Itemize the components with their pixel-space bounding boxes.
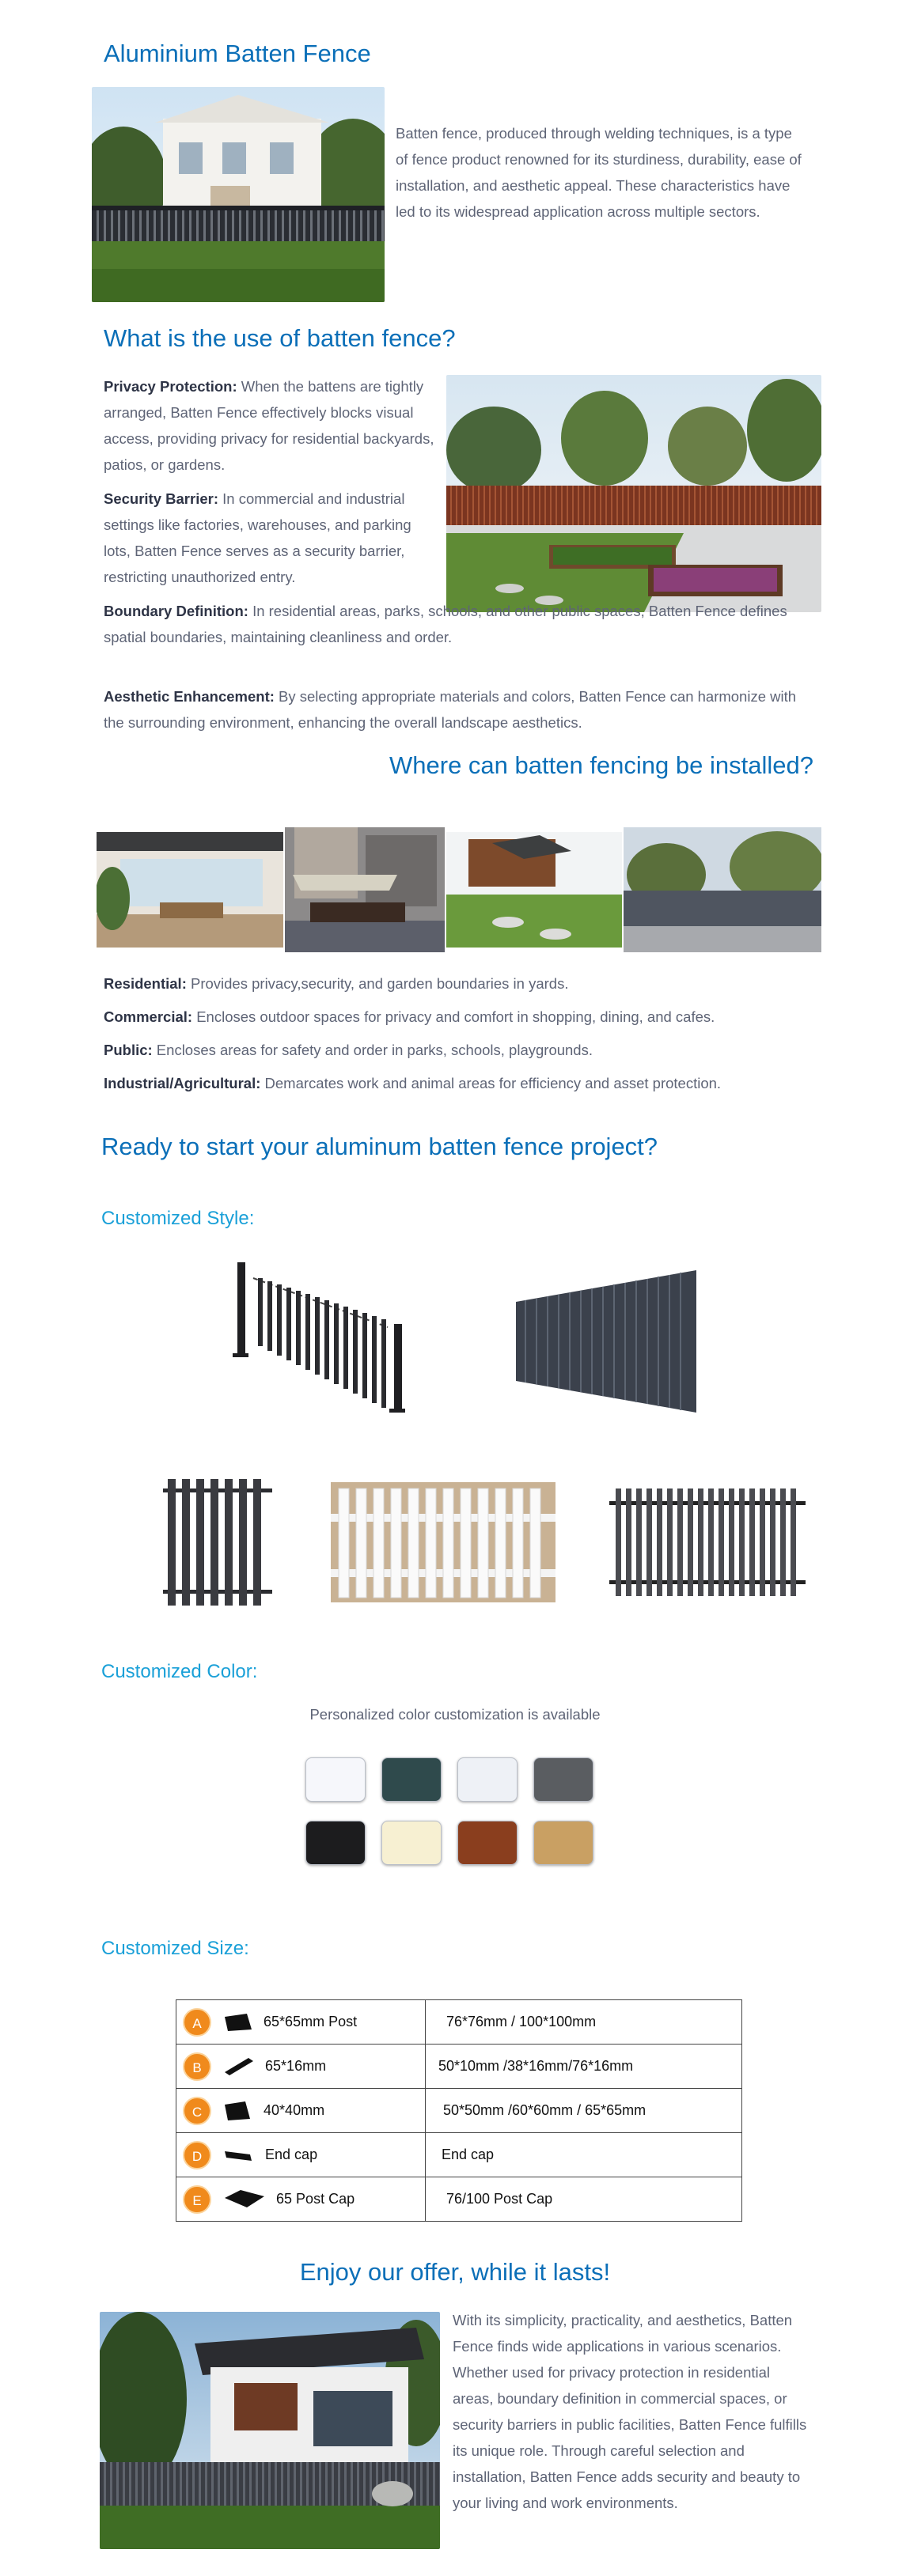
color-swatch-dark-green[interactable] — [381, 1757, 442, 1802]
install-public — [104, 1037, 840, 1063]
table-row — [176, 2177, 742, 2222]
table-row — [176, 2133, 742, 2177]
badge-a: A — [183, 2008, 211, 2037]
use-boundary-label: Boundary Definition: — [104, 603, 248, 619]
style-dark-panel — [609, 1487, 806, 1598]
table-cell-size — [426, 2000, 742, 2045]
table-row — [176, 2045, 742, 2089]
install-public-text: Encloses areas for safety and order in parks, schools, playgrounds. — [152, 1042, 593, 1058]
section-uses-title: What is the use of batten fence? — [104, 324, 456, 352]
install-industrial — [104, 1070, 840, 1096]
batten-profile-icon — [223, 2056, 255, 2077]
install-public-label: Public: — [104, 1042, 153, 1058]
item-batten: 65*16mm — [265, 2057, 327, 2074]
use-privacy-text: When the battens are tightly arranged, Batten Fence effectively blocks visual access, providing privacy for residential backyards, patios, or gardens. — [104, 378, 434, 473]
offer-title: Enjoy our offer, while it lasts! — [299, 2258, 611, 2286]
color-swatch-grey[interactable] — [533, 1757, 593, 1802]
badge-c: C — [183, 2097, 211, 2125]
item-post-cap: 65 Post Cap — [276, 2190, 355, 2207]
style-panel-perspective — [516, 1270, 698, 1413]
install-commercial-label: Commercial: — [104, 1008, 193, 1025]
table-cell-size — [426, 2045, 742, 2089]
use-aesthetic-text: By selecting appropriate materials and colors, Batten Fence can harmonize with the surrounding environment, enhancing the overall landscape aesthetics. — [104, 688, 797, 731]
table-cell-size — [426, 2177, 742, 2222]
use-boundary — [104, 598, 816, 650]
section-install-title: Where can batten fencing be installed? — [389, 751, 813, 779]
style-vertical-slats — [163, 1479, 272, 1606]
install-commercial — [104, 1004, 840, 1030]
badge-e: E — [183, 2185, 211, 2214]
use-security — [104, 486, 436, 590]
size-post-cap: 76/100 Post Cap — [446, 2191, 553, 2207]
color-swatch-wood-oak[interactable] — [533, 1821, 593, 1865]
color-note: Personalized color customization is available — [309, 1706, 601, 1723]
color-swatch-white[interactable] — [305, 1757, 366, 1802]
modern-house-photo — [100, 2312, 440, 2549]
color-swatch-light-grey[interactable] — [457, 1757, 518, 1802]
section-project-title: Ready to start your aluminum batten fence project? — [101, 1133, 658, 1160]
table-cell-size — [426, 2089, 742, 2133]
offer-paragraph: With its simplicity, practicality, and aesthetics, Batten Fence finds wide applications in various scenarios. Whether used for privacy protection in residential areas, boundary definition in commercial spaces, or security barriers in public facilities, Batten Fence fulfills its unique role. Through careful selection and installation, Batten Fence adds security and beauty to your living and work environments. — [453, 2312, 807, 2511]
villa-fence-photo — [92, 87, 385, 302]
install-photo-strip — [97, 827, 821, 952]
garden-fence-photo — [446, 375, 821, 612]
table-cell-item — [176, 2133, 426, 2177]
use-security-label: Security Barrier: — [104, 490, 218, 507]
size-post: 76*76mm / 100*100mm — [446, 2014, 597, 2029]
customized-size-heading: Customized Size: — [101, 1938, 249, 1959]
page-title: Aluminium Batten Fence — [104, 40, 371, 67]
table-row — [176, 2000, 742, 2045]
use-privacy — [104, 373, 436, 478]
post-profile-icon — [223, 2012, 253, 2033]
install-industrial-label: Industrial/Agricultural: — [104, 1075, 261, 1091]
customized-color-heading: Customized Color: — [101, 1661, 258, 1682]
intro-paragraph: Batten fence, produced through welding techniques, is a type of fence product renowned for its sturdiness, durability, ease of installation, and aesthetic appeal. These characteristics have led to its widespread application across multiple sectors. — [396, 125, 802, 220]
color-swatch-wood-red[interactable] — [457, 1821, 518, 1865]
size-batten: 50*10mm /38*16mm/76*16mm — [438, 2058, 634, 2074]
item-post: 65*65mm Post — [264, 2013, 358, 2029]
square-tube-icon — [223, 2100, 253, 2122]
use-aesthetic-label: Aesthetic Enhancement: — [104, 688, 275, 705]
table-cell-item — [176, 2000, 426, 2045]
install-residential-text: Provides privacy,security, and garden boundaries in yards. — [186, 975, 569, 992]
install-residential — [104, 970, 840, 997]
item-end-cap: End cap — [265, 2146, 318, 2162]
install-commercial-text: Encloses outdoor spaces for privacy and comfort in shopping, dining, and cafes. — [192, 1008, 715, 1025]
size-table — [176, 1999, 742, 2222]
table-row — [176, 2089, 742, 2133]
customized-style-heading: Customized Style: — [101, 1208, 255, 1229]
color-swatch-cream[interactable] — [381, 1821, 442, 1865]
table-cell-item — [176, 2045, 426, 2089]
style-white-picket — [331, 1482, 555, 1602]
style-panel-diagram — [229, 1262, 419, 1413]
badge-d: D — [183, 2141, 211, 2169]
use-boundary-text: In residential areas, parks, schools, and other public spaces, Batten Fence defines spatial boundaries, maintaining cleanliness and order. — [104, 603, 787, 645]
item-tube: 40*40mm — [264, 2101, 325, 2118]
table-cell-item — [176, 2089, 426, 2133]
badge-b: B — [183, 2052, 211, 2081]
use-aesthetic — [104, 683, 816, 736]
post-cap-icon — [223, 2188, 266, 2211]
use-privacy-label: Privacy Protection: — [104, 378, 237, 395]
size-tube: 50*50mm /60*60mm / 65*65mm — [443, 2102, 646, 2118]
table-cell-size — [426, 2133, 742, 2177]
size-end-cap: End cap — [442, 2147, 495, 2162]
install-industrial-text: Demarcates work and animal areas for efficiency and asset protection. — [260, 1075, 722, 1091]
end-cap-icon — [223, 2147, 255, 2164]
use-security-text: In commercial and industrial settings like factories, warehouses, and parking lots, Batten Fence serves as a security barrier, restricting unauthorized entry. — [104, 490, 411, 585]
install-residential-label: Residential: — [104, 975, 187, 992]
color-swatch-black[interactable] — [305, 1821, 366, 1865]
table-cell-item — [176, 2177, 426, 2222]
